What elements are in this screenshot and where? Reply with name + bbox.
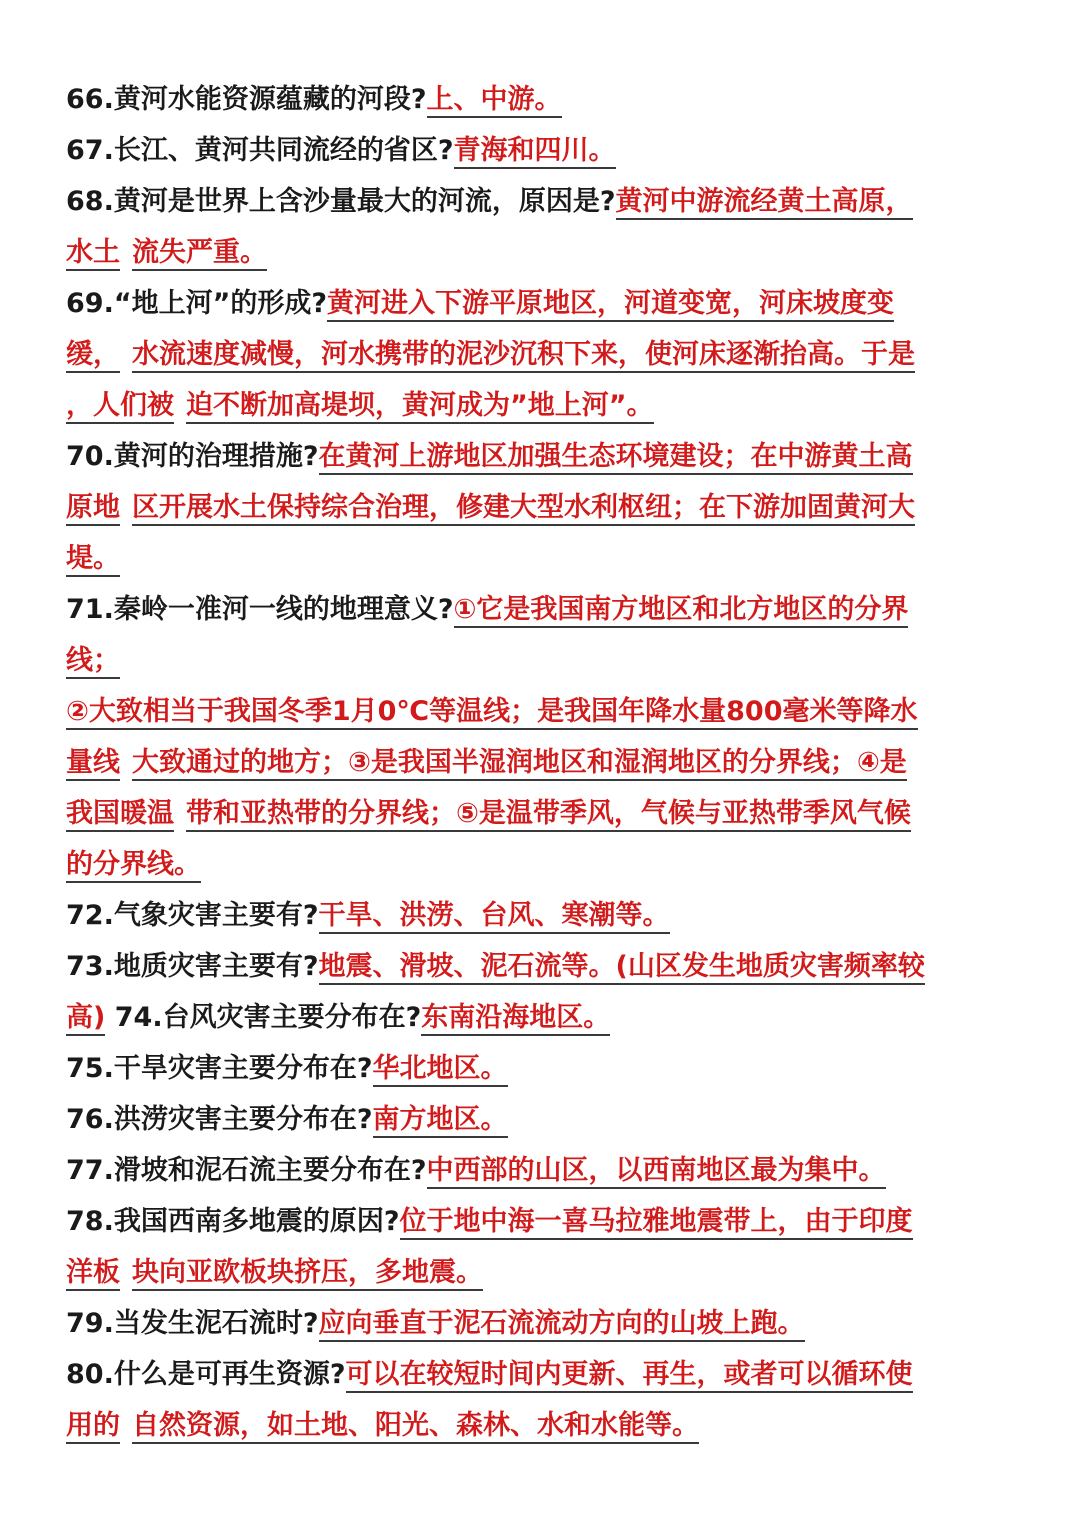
text-line-70 (66, 431, 1016, 482)
question-77: 77.滑坡和泥石流主要分布在? (66, 1155, 427, 1186)
answer-67: 青海和四川。 (454, 135, 616, 169)
answer-68-part2: 水土 (66, 237, 120, 271)
answer-74: 东南沿海地区。 (421, 1002, 610, 1036)
answer-71-part7: 带和亚热带的分界线；⑤是温带季风，气候与亚热带季风气候 (186, 798, 911, 832)
text-line-70-cont1 (66, 482, 1016, 533)
answer-70-part2: 原地 (66, 492, 120, 526)
answer-73-part1: 地震、滑坡、泥石流等。(山区发生地质灾害频率较 (319, 951, 925, 985)
text-line-69 (66, 278, 1016, 329)
text-line-69-cont1 (66, 329, 1016, 380)
question-68: 68.黄河是世界上含沙量最大的河流，原因是? (66, 186, 616, 217)
answer-70-part4: 堤。 (66, 543, 120, 577)
text-line-71-cont1 (66, 635, 1016, 686)
text-line-71-cont3 (66, 737, 1016, 788)
text-line-75 (66, 1043, 1016, 1094)
answer-80-part1: 可以在较短时间内更新、再生，或者可以循环使 (346, 1359, 913, 1393)
answer-69-part2: 缓， (66, 339, 120, 373)
answer-71-part8: 的分界线。 (66, 849, 201, 883)
qa-document (66, 74, 1016, 1451)
question-74: 74.台风灾害主要分布在? (105, 1002, 422, 1033)
answer-76: 南方地区。 (373, 1104, 508, 1138)
question-70: 70.黄河的治理措施? (66, 441, 319, 472)
text-line-71-cont4 (66, 788, 1016, 839)
text-line-73-74 (66, 992, 1016, 1043)
answer-69-part5: 迫不断加高堤坝，黄河成为”地上河”。 (186, 390, 654, 424)
text-line-73 (66, 941, 1016, 992)
answer-71-part1: ①它是我国南方地区和北方地区的分界 (454, 594, 909, 628)
answer-70-part1: 在黄河上游地区加强生态环境建设；在中游黄土高 (319, 441, 913, 475)
question-72: 72.气象灾害主要有? (66, 900, 319, 931)
text-line-72 (66, 890, 1016, 941)
answer-73-part2: 高) (66, 1002, 105, 1036)
text-line-66 (66, 74, 1016, 125)
text-line-69-cont2 (66, 380, 1016, 431)
text-line-67 (66, 125, 1016, 176)
answer-66: 上、中游。 (427, 84, 562, 118)
text-line-70-cont2 (66, 533, 1016, 584)
answer-71-part3: ②大致相当于我国冬季1月0℃等温线；是我国年降水量800毫米等降水 (66, 696, 918, 730)
answer-71-part6: 我国暖温 (66, 798, 174, 832)
text-line-78-cont (66, 1247, 1016, 1298)
text-line-80 (66, 1349, 1016, 1400)
answer-80-part2: 用的 (66, 1410, 120, 1444)
answer-79: 应向垂直于泥石流流动方向的山坡上跑。 (319, 1308, 805, 1342)
question-73: 73.地质灾害主要有? (66, 951, 319, 982)
question-66: 66.黄河水能资源蕴藏的河段? (66, 84, 427, 115)
answer-68-part3: 流失严重。 (132, 237, 267, 271)
answer-78-part2: 洋板 (66, 1257, 120, 1291)
text-line-71-cont5 (66, 839, 1016, 890)
answer-68-part1: 黄河中游流经黄土高原， (616, 186, 913, 220)
text-line-68-cont (66, 227, 1016, 278)
question-76: 76.洪涝灾害主要分布在? (66, 1104, 373, 1135)
answer-77: 中西部的山区，以西南地区最为集中。 (427, 1155, 886, 1189)
answer-71-part2: 线； (66, 645, 120, 679)
answer-71-part5: 大致通过的地方；③是我国半湿润地区和湿润地区的分界线；④是 (132, 747, 907, 781)
answer-80-part3: 自然资源，如土地、阳光、森林、水和水能等。 (132, 1410, 699, 1444)
question-78: 78.我国西南多地震的原因? (66, 1206, 400, 1237)
answer-69-part4: ，人们被 (66, 390, 174, 424)
text-line-80-cont (66, 1400, 1016, 1451)
answer-72: 干旱、洪涝、台风、寒潮等。 (319, 900, 670, 934)
answer-78-part3: 块向亚欧板块挤压，多地震。 (132, 1257, 483, 1291)
question-69: 69.“地上河”的形成? (66, 288, 327, 319)
text-line-71-cont2 (66, 686, 1016, 737)
text-line-71 (66, 584, 1016, 635)
question-80: 80.什么是可再生资源? (66, 1359, 346, 1390)
answer-71-part4: 量线 (66, 747, 120, 781)
text-line-77 (66, 1145, 1016, 1196)
answer-69-part3: 水流速度减慢，河水携带的泥沙沉积下来，使河床逐渐抬高。于是 (132, 339, 915, 373)
question-67: 67.长江、黄河共同流经的省区? (66, 135, 454, 166)
answer-78-part1: 位于地中海一喜马拉雅地震带上，由于印度 (400, 1206, 913, 1240)
answer-69-part1: 黄河进入下游平原地区，河道变宽，河床坡度变 (327, 288, 894, 322)
question-75: 75.干旱灾害主要分布在? (66, 1053, 373, 1084)
text-line-79 (66, 1298, 1016, 1349)
question-79: 79.当发生泥石流时? (66, 1308, 319, 1339)
text-line-76 (66, 1094, 1016, 1145)
text-line-68 (66, 176, 1016, 227)
question-71: 71.秦岭一准河一线的地理意义? (66, 594, 454, 625)
answer-70-part3: 区开展水土保持综合治理，修建大型水利枢纽；在下游加固黄河大 (132, 492, 915, 526)
text-line-78 (66, 1196, 1016, 1247)
answer-75: 华北地区。 (373, 1053, 508, 1087)
